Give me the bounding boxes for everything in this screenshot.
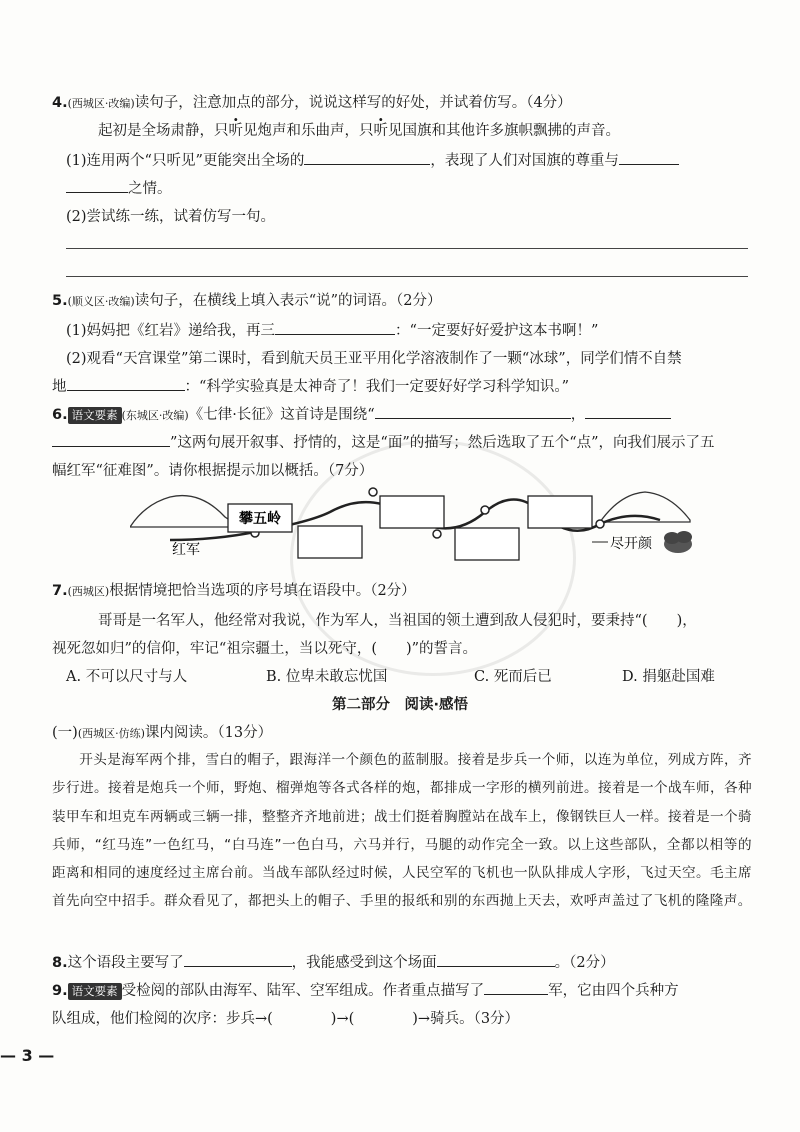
tag-badge: 语文要素 (68, 407, 122, 424)
blank-line[interactable] (184, 952, 292, 967)
option-a[interactable]: A. 不可以尺寸与人 (66, 669, 188, 685)
blank-line[interactable] (66, 178, 128, 193)
blank-line[interactable] (484, 980, 548, 995)
q6-line3: 幅红军“征难图”。请你根据提示加以概括。（7分） (52, 463, 374, 479)
part2-header: (一)(西城区·仿练)课内阅读。（13分） (52, 725, 273, 741)
blank-line[interactable] (585, 404, 671, 419)
blank-line[interactable] (275, 320, 395, 335)
q4-part2: (2)尝试练一练，试着仿写一句。 (66, 209, 276, 225)
q7-line2: 视死忽如归”的信仰，牢记“祖宗疆土，当以死守，( )”的誓言。 (52, 641, 478, 657)
end-label: 尽开颜 (610, 536, 652, 552)
diagram-box-empty[interactable] (298, 526, 362, 558)
q4-part1: (1)连用两个“只听见”更能突出全场的 ，表现了人们对国旗的尊重与 (66, 150, 679, 172)
q9-cont: 队组成，他们检阅的次序：步兵→( )→( )→骑兵。（3分） (52, 1011, 520, 1027)
q9: 9. 语文要素 受检阅的部队由海军、陆军、空军组成。作者重点描写了 军，它由四个兵种方 (52, 980, 679, 1002)
blank-line[interactable] (375, 404, 571, 419)
dotted-text: 只听见 (359, 123, 403, 139)
q4-header: 4.(西城区·改编)读句子，注意加点的部分，说说这样写的好处，并试着仿写。（4分） (52, 95, 572, 111)
blank-line[interactable] (619, 150, 679, 165)
tag-badge: 语文要素 (68, 983, 122, 1000)
option-c[interactable]: C. 死而后已 (474, 669, 552, 685)
dotted-text: 只听见 (214, 123, 258, 139)
tree-icon (664, 531, 692, 553)
diagram-box-empty[interactable] (528, 496, 592, 528)
svg-text:攀五岭: 攀五岭 (239, 511, 281, 527)
page-number: — 3 — (0, 1046, 55, 1065)
q7-header: 7.(西城区)根据情境把恰当选项的序号填在语段中。（2分） (52, 583, 416, 599)
answer-line[interactable] (66, 248, 748, 249)
left-mountain-icon (130, 496, 240, 527)
blank-line[interactable] (437, 952, 555, 967)
diagram-box-empty[interactable] (380, 496, 444, 528)
answer-line[interactable] (66, 276, 748, 277)
option-b[interactable]: B. 位卑未敢忘忧国 (266, 669, 388, 685)
q5-sentence1: (1)妈妈把《红岩》递给我，再三 ：“一定要好好爱护这本书啊！” (66, 320, 598, 342)
q4-part1-cont: 之情。 (66, 178, 172, 200)
q7-line1: 哥哥是一名军人，他经常对我说，作为军人，当祖国的领土遭到敌人侵犯时，要秉持“( )， (98, 613, 697, 629)
diagram-box-empty[interactable] (455, 528, 519, 560)
q5-header: 5.(顺义区·改编)读句子，在横线上填入表示“说”的词语。（2分） (52, 293, 442, 309)
blank-line[interactable] (67, 376, 185, 391)
q6-header: 6. 语文要素 (东城区·改编)《七律·长征》这首诗是围绕“ ， (52, 404, 671, 427)
long-march-diagram (130, 482, 700, 572)
part2-title: 第二部分 阅读·感悟 (331, 697, 468, 713)
q8: 8.这个语段主要写了 ，我能感受到这个场面 。（2分） (52, 952, 615, 974)
option-d[interactable]: D. 捐躯赴国难 (622, 669, 715, 685)
q4-sentence: 起初是全场肃静，只听见炮声和乐曲声，只听见国旗和其他许多旗帜飘拂的声音。 (98, 123, 620, 139)
reading-passage: 开头是海军两个排，雪白的帽子，跟海洋一个颜色的蓝制服。接着是步兵一个师，以连为单位，列成方阵，齐步行进。接着是炮兵一个师，野炮、榴弹炮等各式各样的炮，都排成一字形的横列前进。接着是一个战车师，各种装甲车和坦克车两辆或三辆一排，整整齐齐地前进；战士们挺着胸膛站在战车上，像钢铁巨人一样。接着是一个骑兵师，“红马连”一色红马，“白马连”一色白马，六马并行，马腿的动作完全一致。以上这些部队，全都以相等的距离和相同的速度经过主席台前。当战车部队经过时候，人民空军的飞机也一队队排成人字形，飞过天空。毛主席首先向空中招手。群众看见了，都把头上的帽子、手里的报纸和别的东西抛上天去，欢呼声盖过了飞机的隆隆声。 (52, 752, 752, 910)
q5-sentence2-cont: 地 ：“科学实验真是太神奇了！我们一定要好好学习科学知识。” (52, 376, 569, 398)
q5-sentence2: (2)观看“天宫课堂”第二课时，看到航天员王亚平用化学溶液制作了一颗“冰球”，同学们情不自禁 (66, 351, 682, 367)
q6-line2: ”这两句展开叙事、抒情的，这是“面”的描写；然后选取了五个“点”，向我们展示了五 (52, 432, 715, 454)
red-army-label: 红军 (172, 542, 200, 558)
blank-line[interactable] (52, 432, 170, 447)
blank-line[interactable] (304, 150, 430, 165)
diagram-box-1 (228, 504, 292, 532)
